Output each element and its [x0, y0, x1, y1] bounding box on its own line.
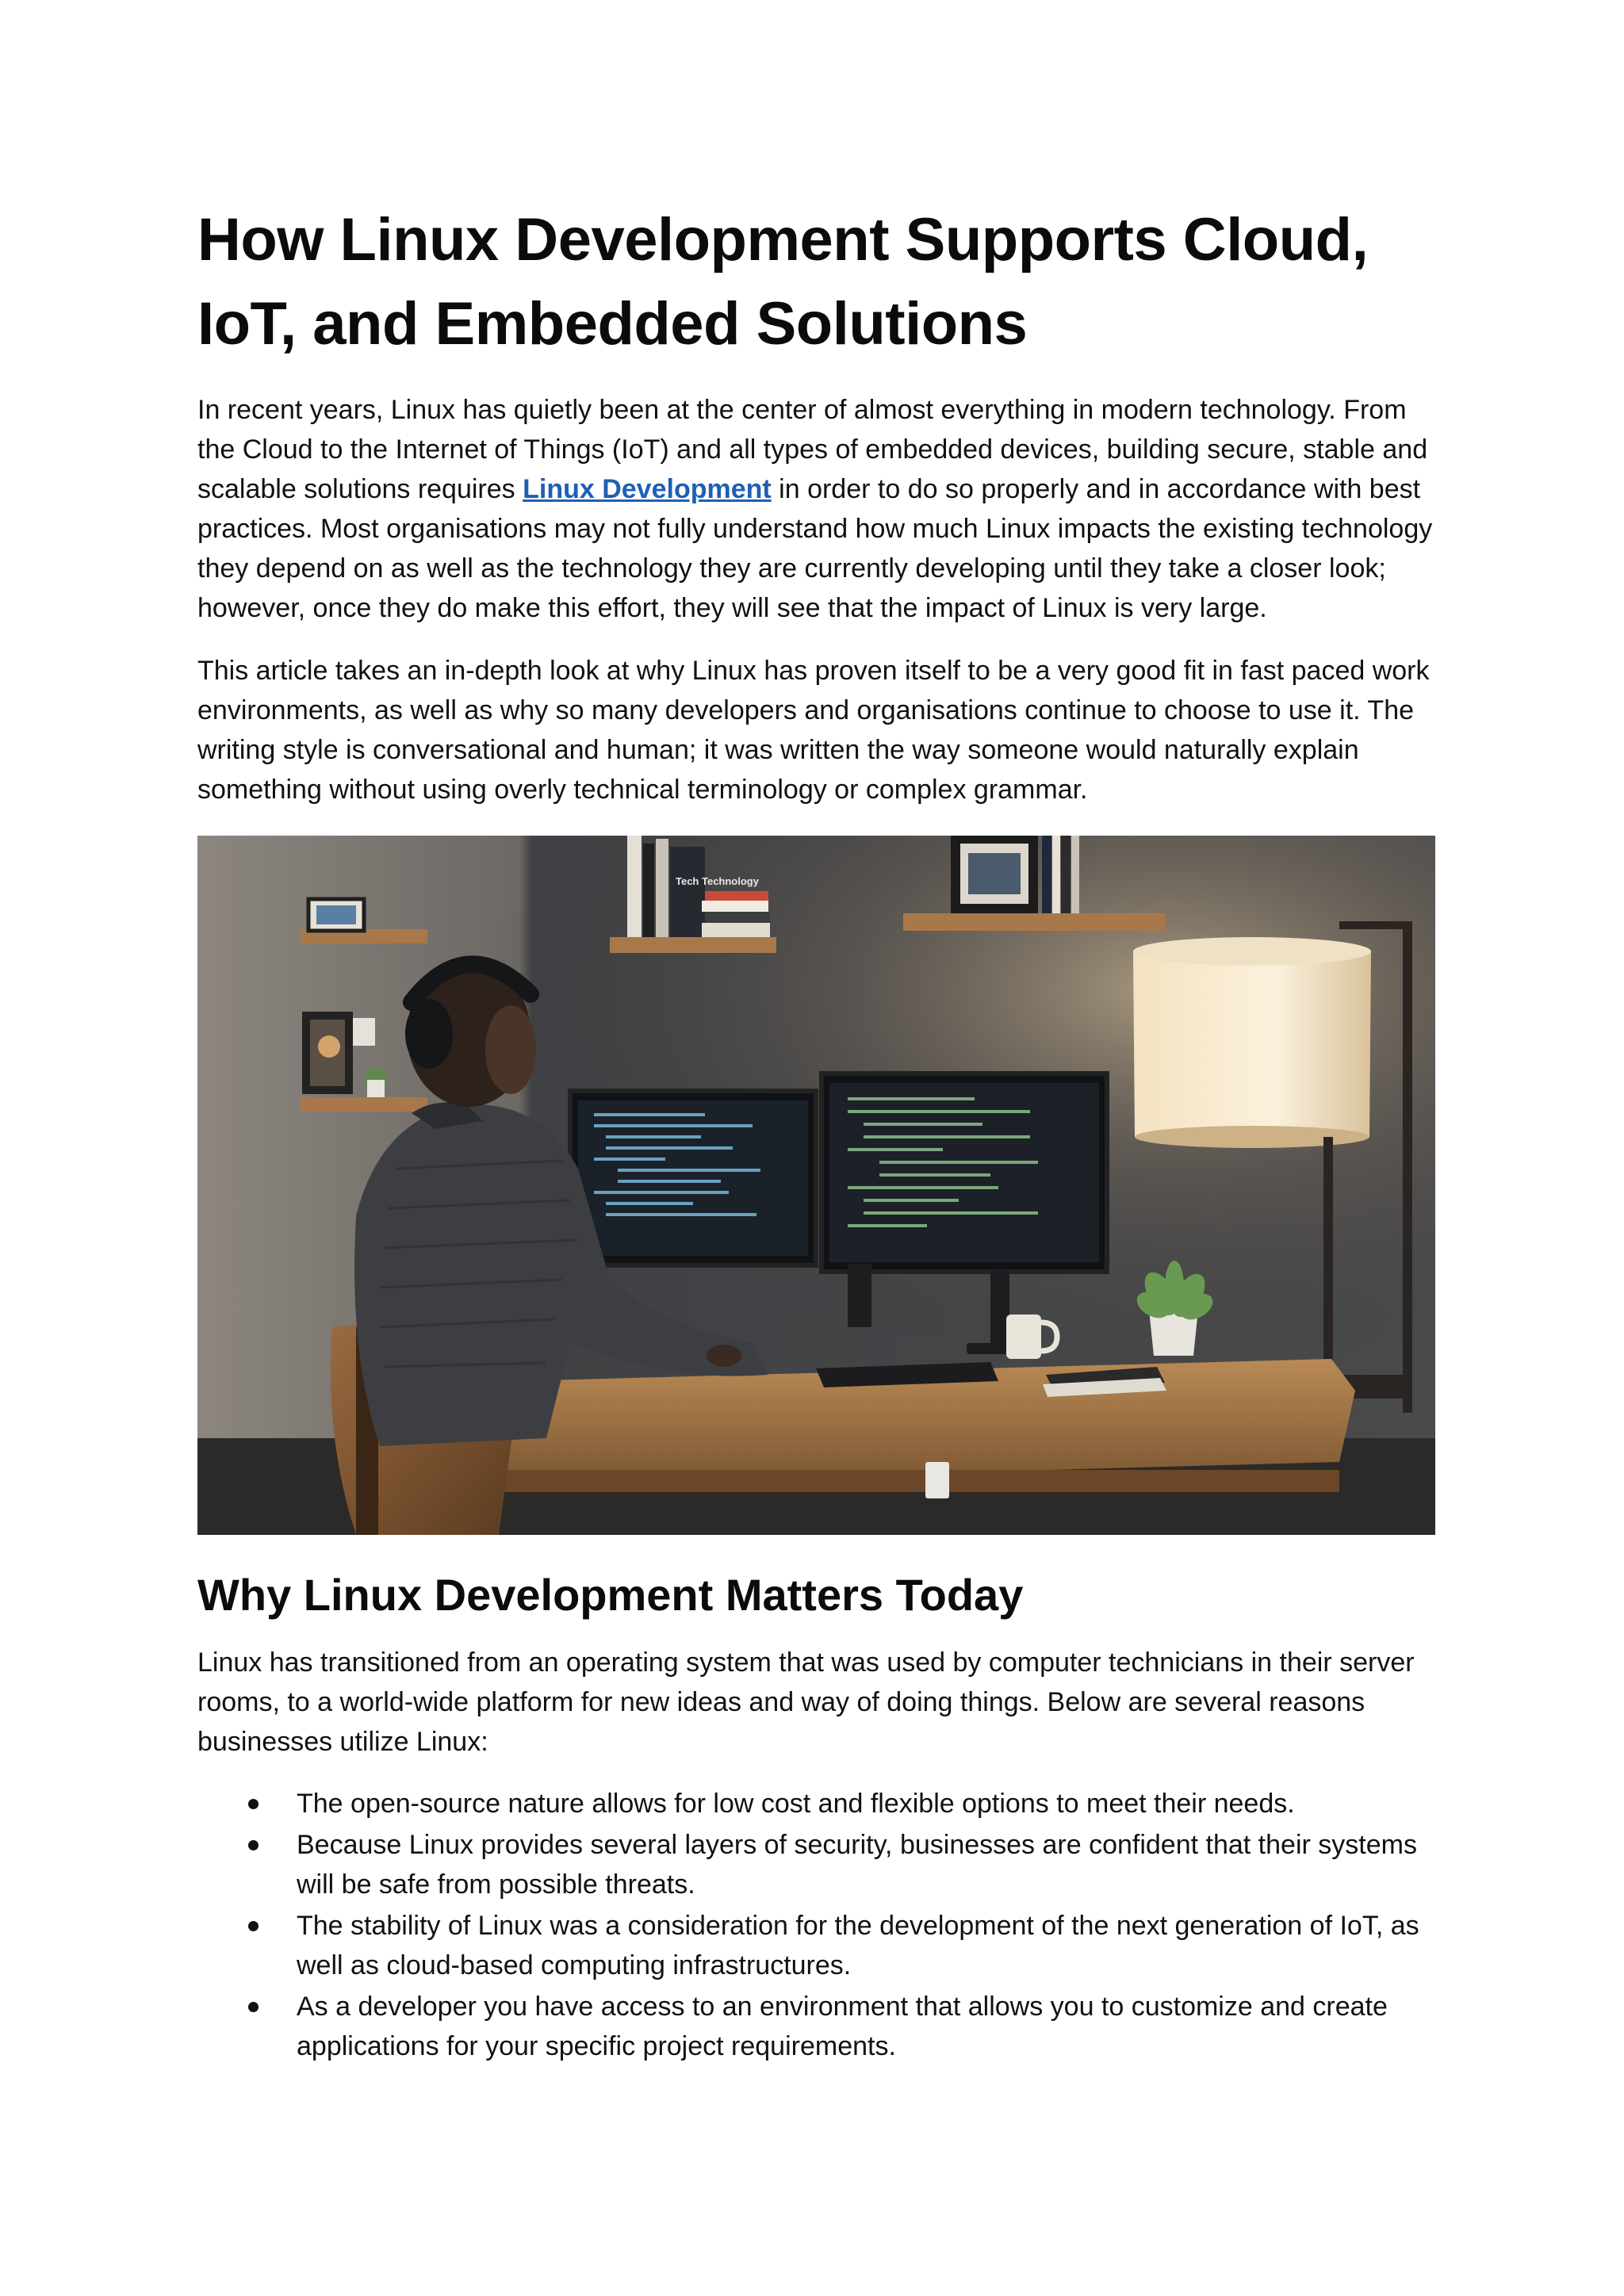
list-item	[197, 1906, 1435, 1985]
bullet-icon	[248, 1799, 259, 1809]
reasons-list	[197, 1784, 1435, 2066]
list-item-text: The stability of Linux was a consideration for the development of the next generation of IoT, as well as cloud-based computing infrastructures.	[297, 1911, 1419, 1980]
intro-text-after-link: in order to do so properly and in accordance with best practices. Most organisations may not fully understand how much Linux impacts the existing technology they depend on as well as the technology they are currently developing until they take a closer look; however, once they do make this effort, they will see that the impact of Linux is very large.	[197, 474, 1433, 623]
book-cover-text: Tech Technology	[676, 875, 759, 887]
bullet-icon	[248, 1921, 259, 1931]
bullet-icon	[248, 1840, 259, 1850]
list-item	[197, 1784, 1435, 1823]
developer-workspace-photo	[197, 836, 1435, 1535]
article-title: How Linux Development Supports Cloud, IoT, and Embedded Solutions	[197, 206, 1369, 358]
list-item-text: As a developer you have access to an environment that allows you to customize and create applications for your specific project requirements.	[297, 1992, 1388, 2061]
section-paragraph: Linux has transitioned from an operating system that was used by computer technicians in their server rooms, to a world-wide platform for new ideas and way of doing things. Below are several reasons businesses utilize Linux:	[197, 1647, 1415, 1757]
article	[197, 198, 1435, 2068]
intro-text-before-link: In recent years, Linux has quietly been at the center of almost everything in modern technology. From the Cloud to the Internet of Things (IoT) and all types of embedded devices, building secure, stable and scalable solutions requires	[197, 395, 1428, 504]
linux-development-link[interactable]: Linux Development	[523, 474, 772, 504]
list-item	[197, 1987, 1435, 2066]
list-item-text: The open-source nature allows for low cost and flexible options to meet their needs.	[297, 1789, 1295, 1819]
list-item-text: Because Linux provides several layers of security, businesses are confident that their systems will be safe from possible threats.	[297, 1830, 1417, 1900]
bullet-icon	[248, 2002, 259, 2012]
intro-paragraph-2: This article takes an in-depth look at why Linux has proven itself to be a very good fit in fast paced work environments, as well as why so many developers and organisations continue to choose to use it. The writing style is conversational and human; it was written the way someone would naturally explain something without using overly technical terminology or complex grammar.	[197, 656, 1430, 805]
intro-paragraph-1	[197, 390, 1435, 628]
section-heading: Why Linux Development Matters Today	[197, 1570, 1024, 1620]
list-item	[197, 1825, 1435, 1904]
